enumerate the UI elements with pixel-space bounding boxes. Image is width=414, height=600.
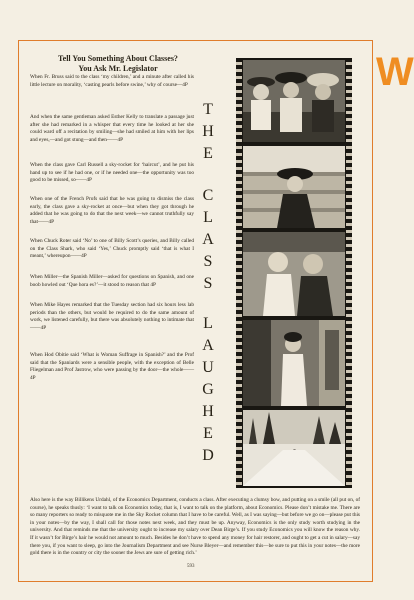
title-letter: S [203,253,213,270]
title-letter: D [202,447,214,464]
title-letter: A [202,337,214,354]
paragraph-2: And when the same gentleman asked Esther Kelly to translate a passage just after she had remarked in a whisper that every time he looked at her she could ward off a recitation by smiling—she had smiled at him with her lips and eyes,—and got stung—and then——4P [30,114,194,143]
title-letter: S [203,275,213,292]
paragraph-3: When the class gave Carl Russell a sky-rocket for ‘haircut’, and he put his hand up to see if he had one, or if he needed one—the opportunity was too good to be missed, so——4P [30,162,194,184]
photo-woman-by-door [243,320,345,406]
title-letter: E [203,145,213,162]
photo-strip [236,58,352,488]
page-number: 593 [187,564,195,569]
title-letter: U [202,359,214,376]
paragraph-8: When Hod Obitie said ‘What is Woman Suffrage in Spanish?’ and the Prof said that the Spaniards were a sensible people, with the exception of Belle Fliegelman and Prof Jastrow, who were passing by the door—the whole——4P [30,352,194,381]
title-letter: E [203,425,213,442]
paragraph-4: When one of the French Profs said that he was going to dismiss the class early, the class gave a sky-rocket at once—but when they got through he added that he was going to do that the next week—we cannot truthfully say that——4P [30,196,194,225]
title-letter: C [202,187,214,204]
paragraph-6: When Miller—the Spanish Miller—asked for questions on Spanish, and one boob howled out ‘Que hora es?’—it stood to reason that 4P [30,274,194,288]
title-letter: L [203,315,213,332]
photo-snowy-path [243,410,345,486]
section-tab-letter: W [376,50,414,94]
article-headline: Tell You Something About Classes? You Ask Mr. Legislator [58,54,178,73]
closing-paragraph: Also here is the way Billikens Urdahl, of the Economics Department, conducts a class. After executing a clumsy bow, and putting on a smile (all put on, of course), he speaks thusly: ‘I want to talk on Economics today, that is, I want to talk on the platform, about Economics. Please don’t mistake me. There are so many reporters so ready to misquote me in the Sky Rocket column that I have to be careful. Well, as I was saying—but before we go on—please put this in your notes—by the way, I shall call for those notes next week, and they must be up. Anyway, Economics is the only study worth studying in the university. And that reminds me that the university ought to increase my salary over Dean Birge’s. If you study Economics you will know the reason why. If it wasn’t for Birge’s hair he would not amount to much. Besides he don’t have to spend any money for hair restorer, and ought to get a cut in salary—say there you, if you want to sleep, go into the Journalism Department and see Nurse Bleyer—and remember this—be sure to put this in your notes—the more gold there is in the country or city the sooner the Jews are sure of getting rich.’ [30,497,360,557]
title-letter: L [203,209,213,226]
photo-woman-on-steps [243,146,345,228]
paragraph-5: When Chuck Roter said ‘No’ to one of Billy Scott’s queries, and Billy called on the Class Shark, who said ‘Yes,’ Chuck promptly said ‘that is what I meant,’ whereupon——4P [30,238,194,260]
film-perforation [236,58,242,488]
photo-women-in-hats [243,60,345,142]
film-perforation [346,58,352,488]
title-letter: T [203,101,213,118]
title-letter: H [202,403,214,420]
title-letter: G [202,381,214,398]
title-letter: H [202,123,214,140]
paragraph-7: When Mike Hayes remarked that the Tuesday section had six hours less lab periods than the others, but would be required to do the same amount of work, we listened carefully, but there was absolutely nothing to intimate that——4P [30,302,194,331]
title-letter: A [202,231,214,248]
paragraph-1: When Fr. Bruss said to the class ‘my children,’ and a minute after called his little lecture on morality, ‘casting pearls before swine,’ why of course—4P [30,74,194,88]
photo-two-women-laughing [243,232,345,316]
